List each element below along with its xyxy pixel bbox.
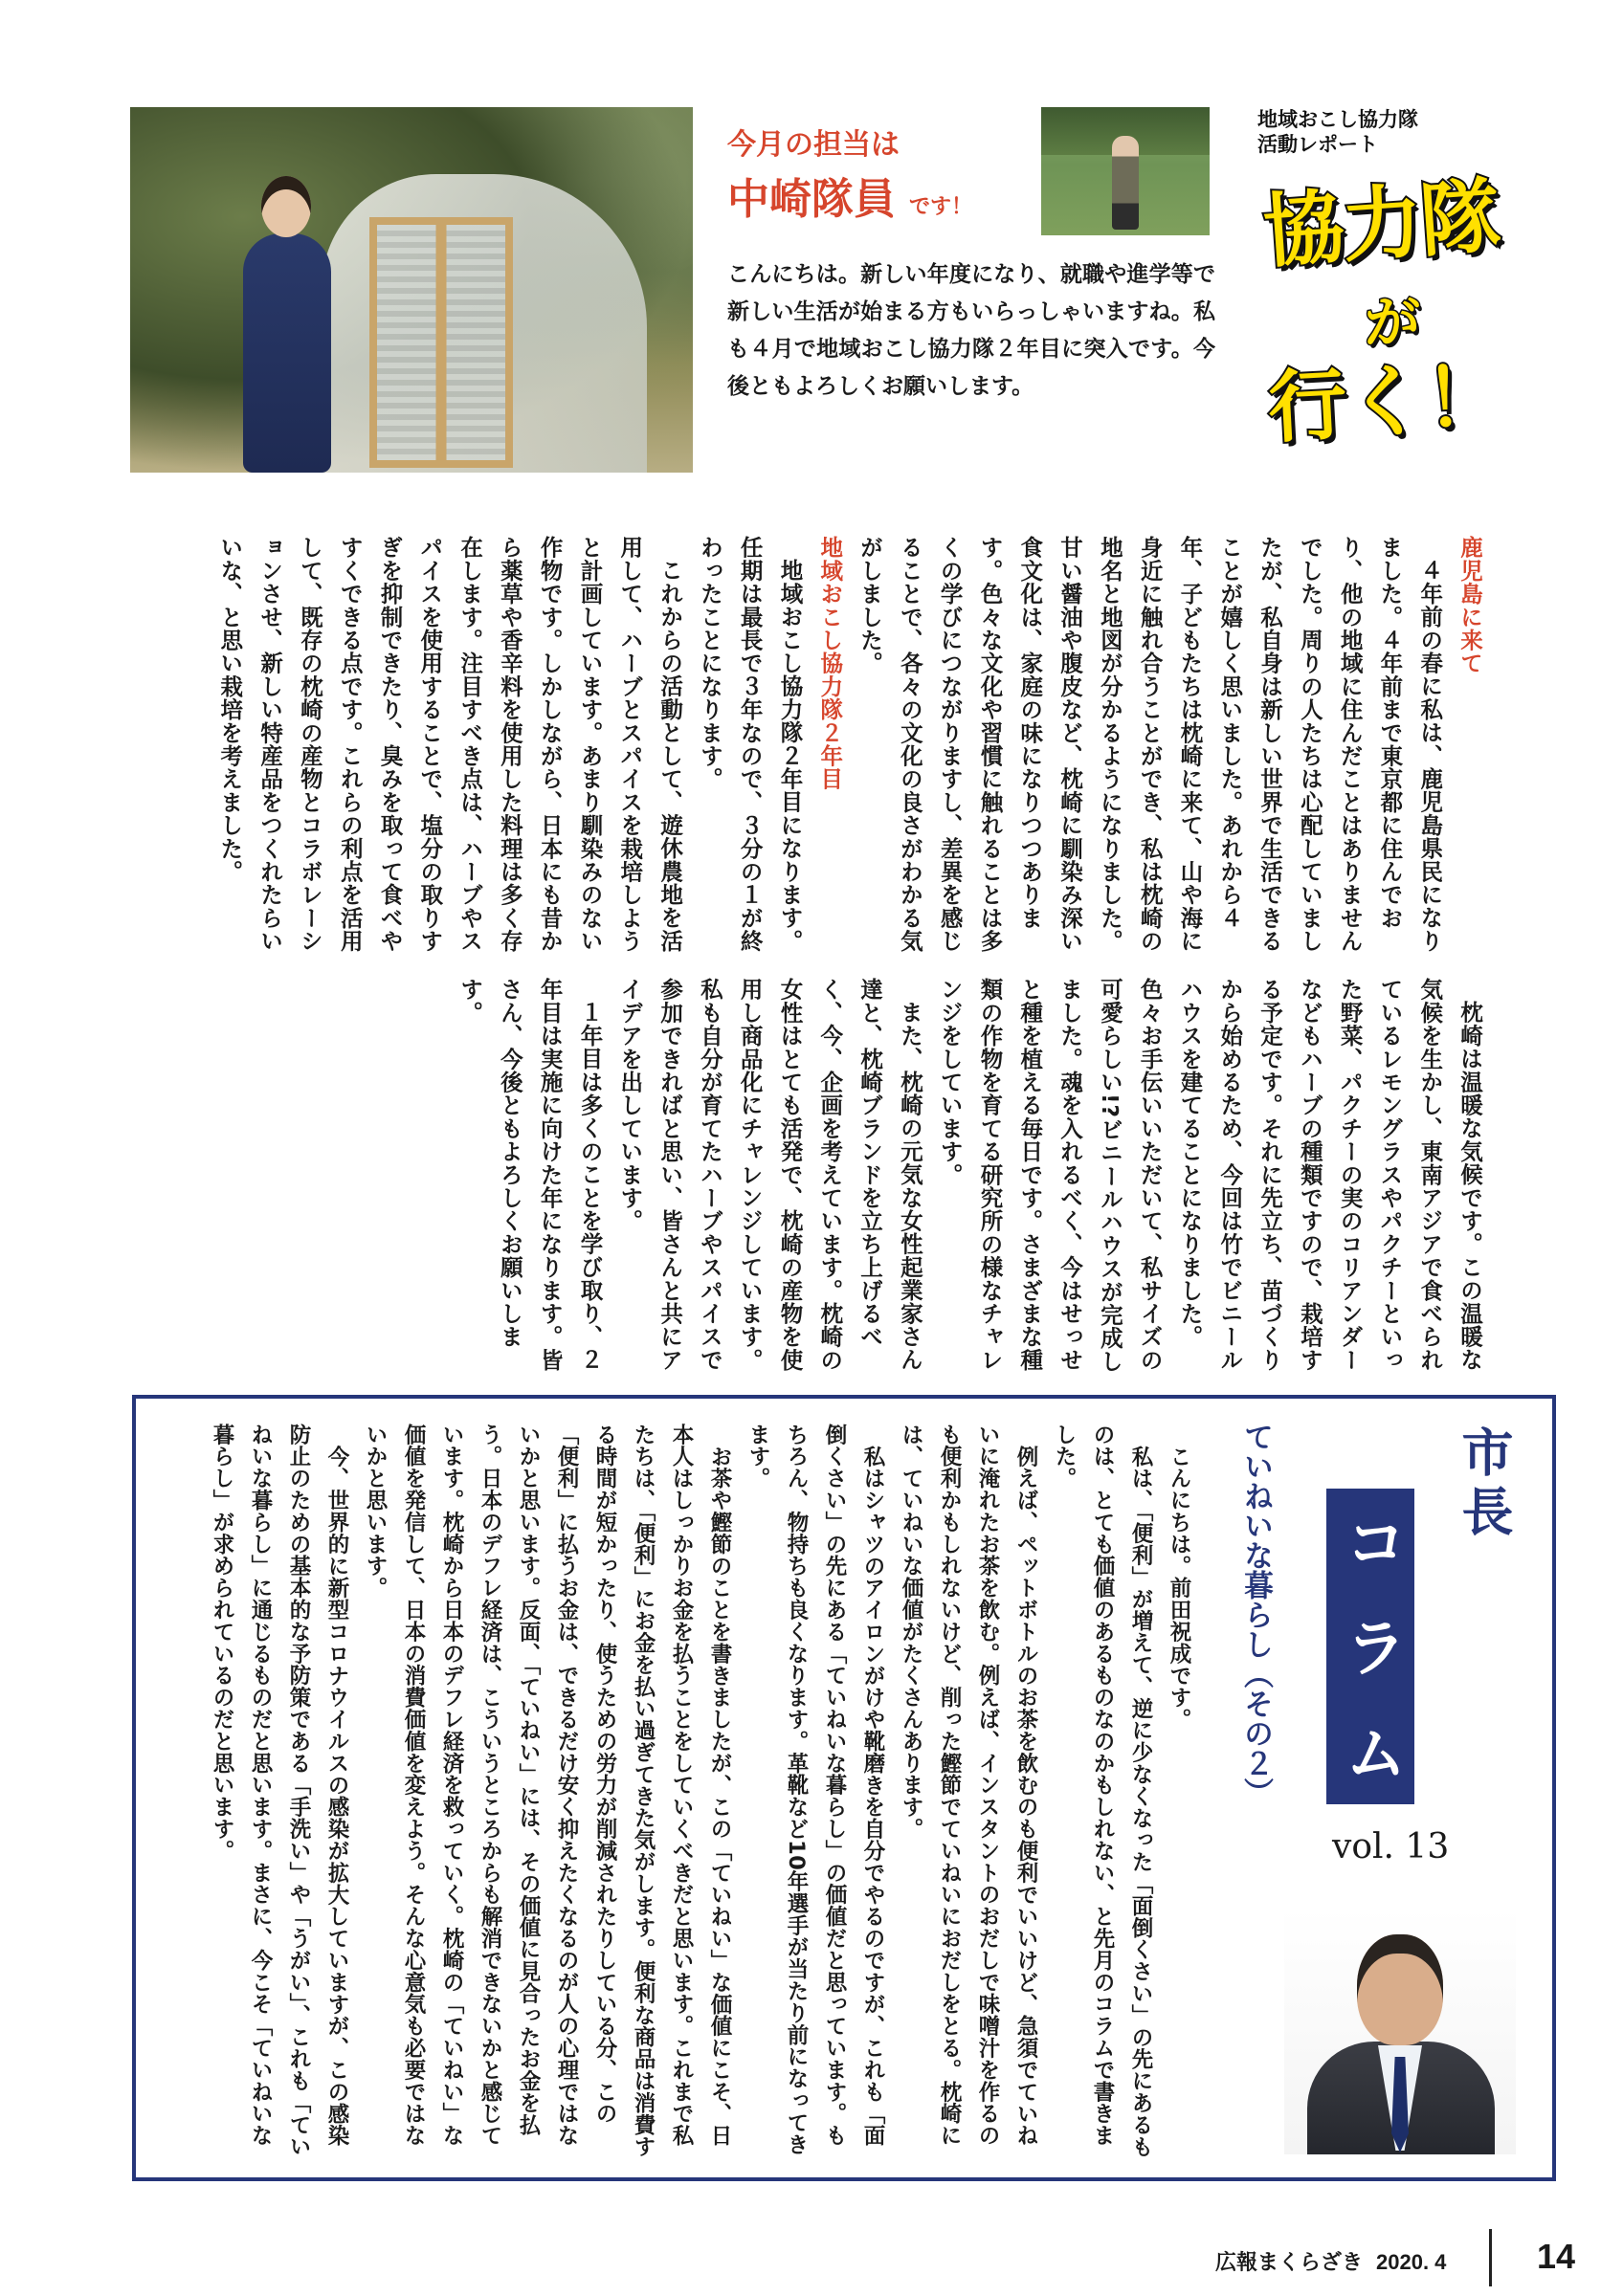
column-paragraph-2: 私は、「便利」が増えて、逆に少なくなった「面倒くさい」の先にあるものは、とても価値のあるものなのかもしれない、と先月のコラムで書きました。 <box>1052 1424 1153 2157</box>
page-number: 14 <box>1537 2237 1576 2276</box>
column-paragraph-5: お茶や鰹節のことを書きましたが、この「ていねい」な価値にこそ、日本人はしっかりお金を払うことをしていくべきだと思います。これまで私たちは、「便利」にお金を払い過ぎてきた気がします。便利な商品は消費する時間が短かったり、使うための労力が削減されたりしている分、この「便利」に払うお金は、できるだけ安く抑えたくなるのが人の心理ではないかと思います。反面、「ていねい」には、その価値に見合ったお金を払う。日本のデフレ経済は、こういうところからも解消できないかと感じています。枕崎から日本のデフレ経済を救っていく。枕崎の「ていねい」な価値を発信して、日本の消費価値を変えよう。そんな心意気も必要ではないかと思います。 <box>363 1424 732 2158</box>
greenhouse-door <box>369 217 513 468</box>
article-block-upper <box>130 536 1489 964</box>
title-iku: 行く！ <box>1265 351 1506 454</box>
article-paragraph-4: 枕崎は温暖な気候です。この温暖な気候を生かし、東南アジアで食べられているレモングラスやパクチーといった野菜、パクチーの実のコリアンダーなどもハーブの種類ですので、栽培する予定です。それに先立ち、苗づくりから始めるため、今回は竹でビニールハウスを建てることになりました。色々お手伝いいただいて、私サイズの可愛らしい!?ビニールハウスが完成しました。魂を入れるべく、今はせっせと種を植える毎日です。さまざまな種類の作物を育てる研究所の様なチャレンジをしています。 <box>936 978 1483 1373</box>
footer-publication <box>1215 2246 1446 2276</box>
mayor-label: 市長 <box>1454 1425 1514 1544</box>
mayor-photo <box>1284 1908 1516 2154</box>
column-char-ko: コ <box>1333 1510 1408 1573</box>
article-block-lower <box>130 978 1489 1380</box>
member-photo-greenhouse <box>130 107 693 473</box>
article-heading-kagoshima: 鹿児島に来て <box>1456 536 1483 675</box>
report-title-line2: 活動レポート <box>1257 133 1378 156</box>
field-person <box>1112 136 1139 230</box>
member-suffix: です！ <box>909 195 973 219</box>
article-paragraph-6: １年目は多くのことを学び取り、２年目は実施に向けた年になります。皆さん、今後ともよろしくお願いします。 <box>456 978 604 1372</box>
publication-date: 2020. 4 <box>1376 2250 1447 2274</box>
title-kyoryokutai: 協力隊 <box>1260 168 1502 279</box>
column-label-box <box>1326 1489 1414 1804</box>
column-paragraph-3: 例えば、ペットボトルのお茶を飲むのも便利でいいけど、急須でていねいに淹れたお茶を飲む。例えば、インスタントのおだしで味噌汁を作るのも便利かもしれないけど、削った鰹節でていねいにおだしをとる。枕崎には、ていねいな価値がたくさんあります。 <box>899 1424 1038 2147</box>
column-paragraph-4: 私はシャツのアイロンがけや靴磨きを自分でやるのですが、これも「面倒くさい」の先にある「ていねいな暮らし」の価値だと思っています。もちろん、物持ちも良くなります。革靴など10年選手が当たり前になってきます。 <box>745 1424 885 2155</box>
column-paragraph-6: 今、世界的に新型コロナウイルスの感染が拡大していますが、この感染防止のための基本的な予防策である「手洗い」や「うがい」、これも「ていねいな暮らし」に通じるものだと思います。まさに、今こそ「ていねいな暮らし」が求められているのだと思います。 <box>210 1424 349 2158</box>
member-photo-field <box>1041 107 1210 235</box>
report-title <box>1257 107 1418 157</box>
column-char-ra: ラ <box>1333 1615 1408 1678</box>
member-figure-head <box>261 176 311 237</box>
mayor-head <box>1357 1934 1443 2045</box>
intro-text: こんにちは。新しい年度になり、就職や進学等で新しい生活が始まる方もいらっしゃいますね。私も４月で地域おこし協力隊２年目に突入です。今後ともよろしくお願いします。 <box>727 262 1215 399</box>
tantou-label: 今月の担当は <box>727 128 900 162</box>
article-heading-second-year: 地域おこし協力隊２年目 <box>816 536 844 791</box>
article-paragraph-1: ４年前の春に私は、鹿児島県民になりました。４年前まで東京都に住んでおり、他の地域に住んだことはありませんでした。周りの人たちは心配していましたが、私自身は新しい世界で生活できることが嬉しく思いました。あれから４年、子どもたちは枕崎に来て、山や海に身近に触れ合うことができ、私は枕崎の地名と地図が分かるようになりました。甘い醤油や腹皮など、枕崎に馴染み深い食文化は、家庭の味になりつつあります。色々な文化や習慣に触れることは多くの学びにつながりますし、差異を感じることで、各々の文化の良さがわかる気がしました。 <box>856 536 1444 953</box>
report-title-line1: 地域おこし協力隊 <box>1257 108 1418 131</box>
column-volume: vol. 13 <box>1332 1827 1450 1866</box>
member-name-line <box>727 165 972 226</box>
article-paragraph-2: 地域おこし協力隊２年目になります。任期は最長で３年なので、３分の１が終わったことになります。 <box>696 536 804 953</box>
column-char-mu: ム <box>1333 1720 1408 1783</box>
article-paragraph-3: これからの活動として、遊休農地を活用して、ハーブとスパイスを栽培しようと計画しています。あまり馴染みのない作物です。しかしながら、日本にも昔から薬草や香辛料を使用した料理は多く存在します。注目すべき点は、ハーブやスパイスを使用することで、塩分の取りすぎを抑制できたり、臭みを取って食べやすくできる点です。これらの利点を活用して、既存の枕崎の産物とコラボレーションさせ、新しい特産品をつくれたらいいな、と思い栽培を考えました。 <box>216 536 684 953</box>
member-figure-body <box>243 233 331 473</box>
publication-name: 広報まくらざき <box>1215 2251 1364 2275</box>
article-paragraph-5: また、枕崎の元気な女性起業家さん達と、枕崎ブランドを立ち上げるべく、今、企画を考えています。枕崎の女性はとても活発で、枕崎の産物を使用し商品化にチャレンジしています。私も自分が育てたハーブやスパイスで参加できればと思い、皆さんと共にアイデアを出しています。 <box>616 978 923 1372</box>
column-paragraph-1: こんにちは。前田祝成です。 <box>1167 1445 1191 1731</box>
column-subtitle: ていねいな暮らし（その２） <box>1238 1422 1273 1807</box>
member-name: 中崎隊員 <box>727 175 896 224</box>
footer-divider <box>1489 2229 1492 2286</box>
title-ga: が <box>1365 290 1421 355</box>
column-body <box>165 1424 1198 2160</box>
